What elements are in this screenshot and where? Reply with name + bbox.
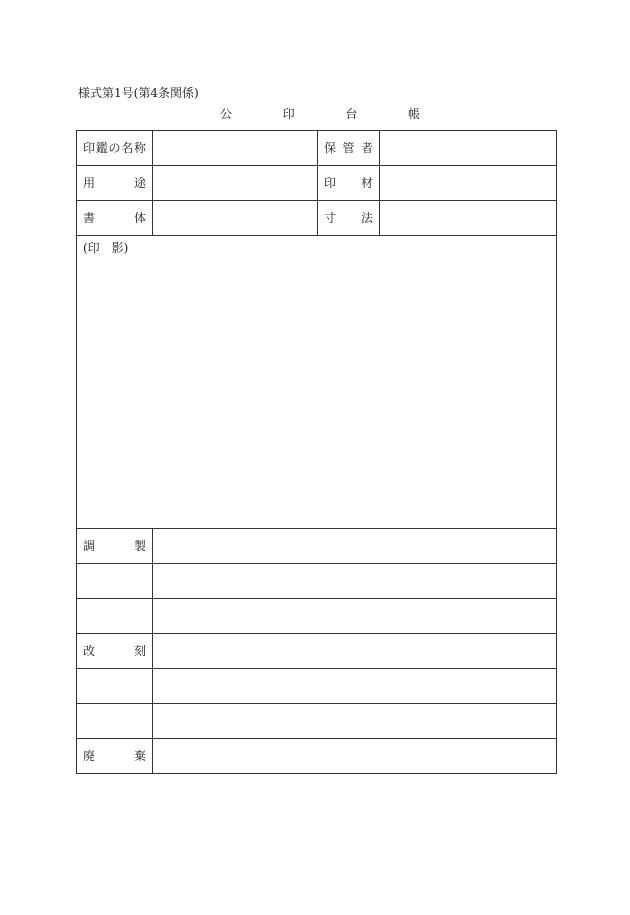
table-row	[77, 739, 557, 774]
label-char: 称	[133, 141, 146, 155]
seal-ledger-table	[76, 130, 557, 774]
form-title-char: 帳	[407, 107, 420, 121]
reengraved-field[interactable]	[153, 634, 557, 669]
table-row	[77, 529, 557, 564]
blank-label-cell	[77, 669, 153, 704]
label-char: 印	[324, 176, 337, 190]
form-title-char: 台	[345, 107, 358, 121]
size-label-cell	[318, 201, 380, 236]
prepared-label	[77, 539, 152, 553]
seal-name-label-cell	[77, 131, 153, 166]
label-char: 書	[83, 211, 96, 225]
use-label	[77, 176, 152, 190]
label-char: 鑑	[95, 141, 108, 155]
label-char: 途	[133, 176, 146, 190]
prepared-label-cell	[77, 529, 153, 564]
history-field[interactable]	[153, 564, 557, 599]
material-label-cell	[318, 166, 380, 201]
size-label	[318, 211, 379, 225]
use-field[interactable]	[153, 166, 318, 201]
typeface-label-cell	[77, 201, 153, 236]
label-char: 材	[360, 176, 373, 190]
reengraved-label	[77, 644, 152, 658]
keeper-field[interactable]	[380, 131, 557, 166]
label-char: 調	[83, 539, 96, 553]
label-char: 法	[360, 211, 373, 225]
table-row	[77, 669, 557, 704]
seal-name-label	[77, 141, 152, 155]
label-char: 廃	[83, 749, 96, 763]
label-char: 者	[360, 141, 373, 155]
label-char: 管	[342, 141, 355, 155]
label-char: の	[108, 141, 121, 155]
form-title	[220, 105, 420, 123]
history-field[interactable]	[153, 669, 557, 704]
label-char: 保	[324, 141, 337, 155]
label-char: 名	[121, 141, 134, 155]
reengraved-label-cell	[77, 634, 153, 669]
label-char: 用	[83, 176, 96, 190]
blank-label-cell	[77, 564, 153, 599]
table-row	[77, 564, 557, 599]
label-char: 棄	[133, 749, 146, 763]
typeface-label	[77, 211, 152, 225]
discarded-field[interactable]	[153, 739, 557, 774]
table-row	[77, 634, 557, 669]
table-row	[77, 236, 557, 529]
table-row	[77, 166, 557, 201]
label-char: 寸	[324, 211, 337, 225]
blank-label-cell	[77, 704, 153, 739]
material-label	[318, 176, 379, 190]
form-number: 様式第1号(第4条関係)	[78, 86, 199, 100]
keeper-label	[318, 141, 379, 155]
label-char: 体	[133, 211, 146, 225]
material-field[interactable]	[380, 166, 557, 201]
label-char: 印	[83, 141, 96, 155]
table-row	[77, 201, 557, 236]
history-field[interactable]	[153, 704, 557, 739]
table-row	[77, 704, 557, 739]
typeface-field[interactable]	[153, 201, 318, 236]
history-field[interactable]	[153, 599, 557, 634]
blank-label-cell	[77, 599, 153, 634]
table-row	[77, 599, 557, 634]
seal-name-field[interactable]	[153, 131, 318, 166]
label-char: 改	[83, 644, 96, 658]
seal-impression-label: (印 影)	[83, 241, 129, 255]
prepared-field[interactable]	[153, 529, 557, 564]
seal-impression-area[interactable]	[77, 236, 557, 529]
label-char: 刻	[133, 644, 146, 658]
discarded-label	[77, 749, 152, 763]
form-title-char: 公	[220, 107, 233, 121]
table-row	[77, 131, 557, 166]
label-char: 製	[133, 539, 146, 553]
discarded-label-cell	[77, 739, 153, 774]
use-label-cell	[77, 166, 153, 201]
keeper-label-cell	[318, 131, 380, 166]
size-field[interactable]	[380, 201, 557, 236]
form-title-char: 印	[282, 107, 295, 121]
